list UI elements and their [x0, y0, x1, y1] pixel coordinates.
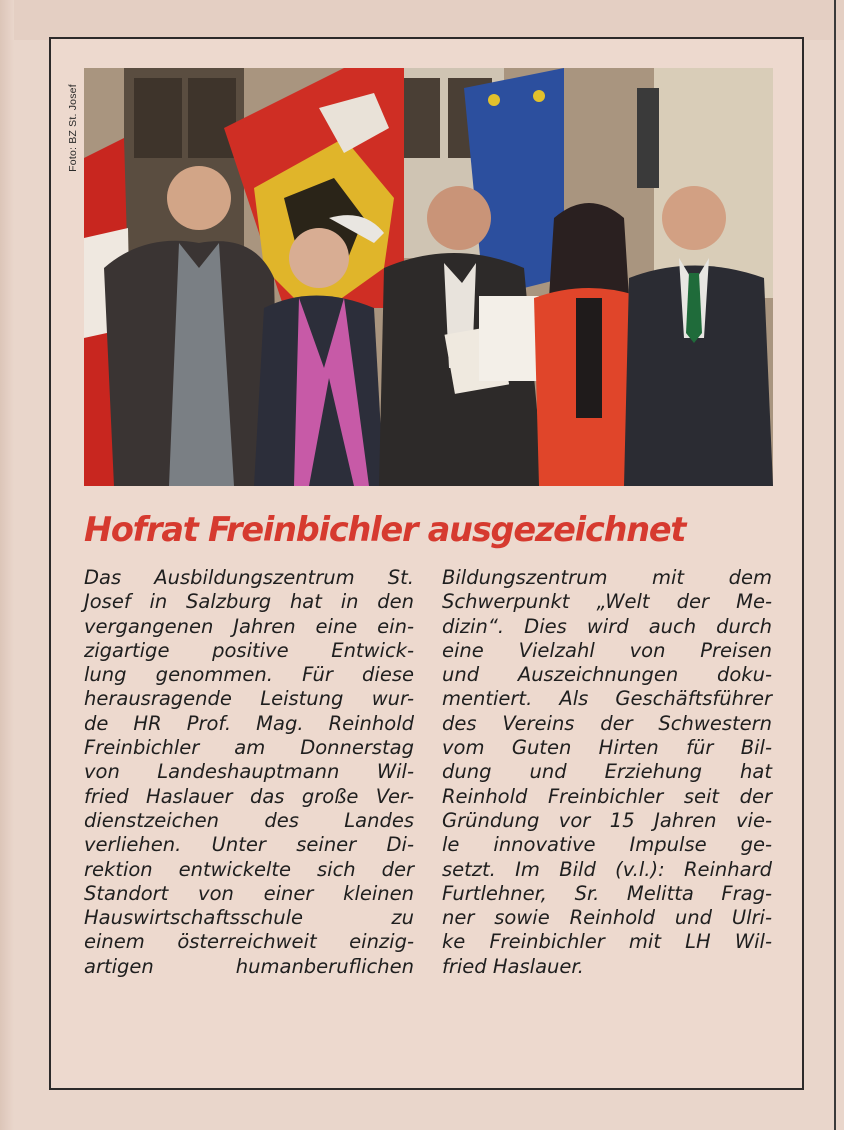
body-line: Gründung vor 15 Jahren vie- — [442, 808, 772, 832]
body-line: Schwerpunkt „Welt der Me- — [442, 590, 772, 614]
body-line: dienstzeichen des Landes — [84, 808, 414, 832]
body-line: Josef in Salzburg hat in den — [84, 590, 414, 614]
body-line: Standort von einer kleinen — [84, 881, 414, 905]
photo-credit-text: Foto: BZ St. Josef — [67, 84, 79, 172]
body-line: fried Haslauer das große Ver- — [84, 784, 414, 808]
body-line: eine Vielzahl von Preisen — [442, 638, 772, 662]
body-line: des Vereins der Schwestern — [442, 711, 772, 735]
body-line: und Auszeichnungen doku- — [442, 663, 772, 687]
body-line: herausragende Leistung wur- — [84, 687, 414, 711]
body-line: fried Haslauer. — [442, 954, 584, 978]
body-line: Das Ausbildungszentrum St. — [84, 566, 414, 589]
body-line: Freinbichler am Donnerstag — [84, 736, 414, 760]
body-line: artigen humanberuflichen — [84, 954, 414, 978]
article-headline: Hofrat Freinbichler ausgezeichnet — [84, 510, 686, 549]
paper-edge — [0, 0, 14, 1130]
body-line: Bildungszentrum mit dem — [442, 566, 772, 589]
body-line: verliehen. Unter seiner Di- — [84, 833, 414, 857]
column-divider-line — [834, 0, 836, 1130]
body-line: dizin“. Dies wird auch durch — [442, 614, 772, 638]
photo-credit — [66, 68, 80, 188]
article-body-left-column — [84, 566, 414, 979]
body-line: le innovative Impulse ge- — [442, 833, 772, 857]
paper-background — [0, 0, 844, 40]
body-line: setzt. Im Bild (v.l.): Reinhard — [442, 857, 772, 881]
article-photo — [84, 68, 773, 486]
body-line: vergangenen Jahren eine ein- — [84, 614, 414, 638]
body-line: Reinhold Freinbichler seit der — [442, 784, 772, 808]
body-line: lung genommen. Für diese — [84, 663, 414, 687]
body-line: einem österreichweit einzig- — [84, 930, 414, 954]
body-line: ke Freinbichler mit LH Wil- — [442, 930, 772, 954]
body-line: de HR Prof. Mag. Reinhold — [84, 711, 414, 735]
body-line: von Landeshauptmann Wil- — [84, 760, 414, 784]
body-line: Hauswirtschaftsschule zu — [84, 906, 414, 930]
body-line: Furtlehner, Sr. Melitta Frag- — [442, 881, 772, 905]
body-line: ner sowie Reinhold und Ulri- — [442, 906, 772, 930]
body-line: mentiert. Als Geschäftsführer — [442, 687, 772, 711]
body-line: zigartige positive Entwick- — [84, 638, 414, 662]
article-body-right-column — [442, 566, 772, 979]
body-line: dung und Erziehung hat — [442, 760, 772, 784]
body-line: rektion entwickelte sich der — [84, 857, 414, 881]
body-line: vom Guten Hirten für Bil- — [442, 736, 772, 760]
